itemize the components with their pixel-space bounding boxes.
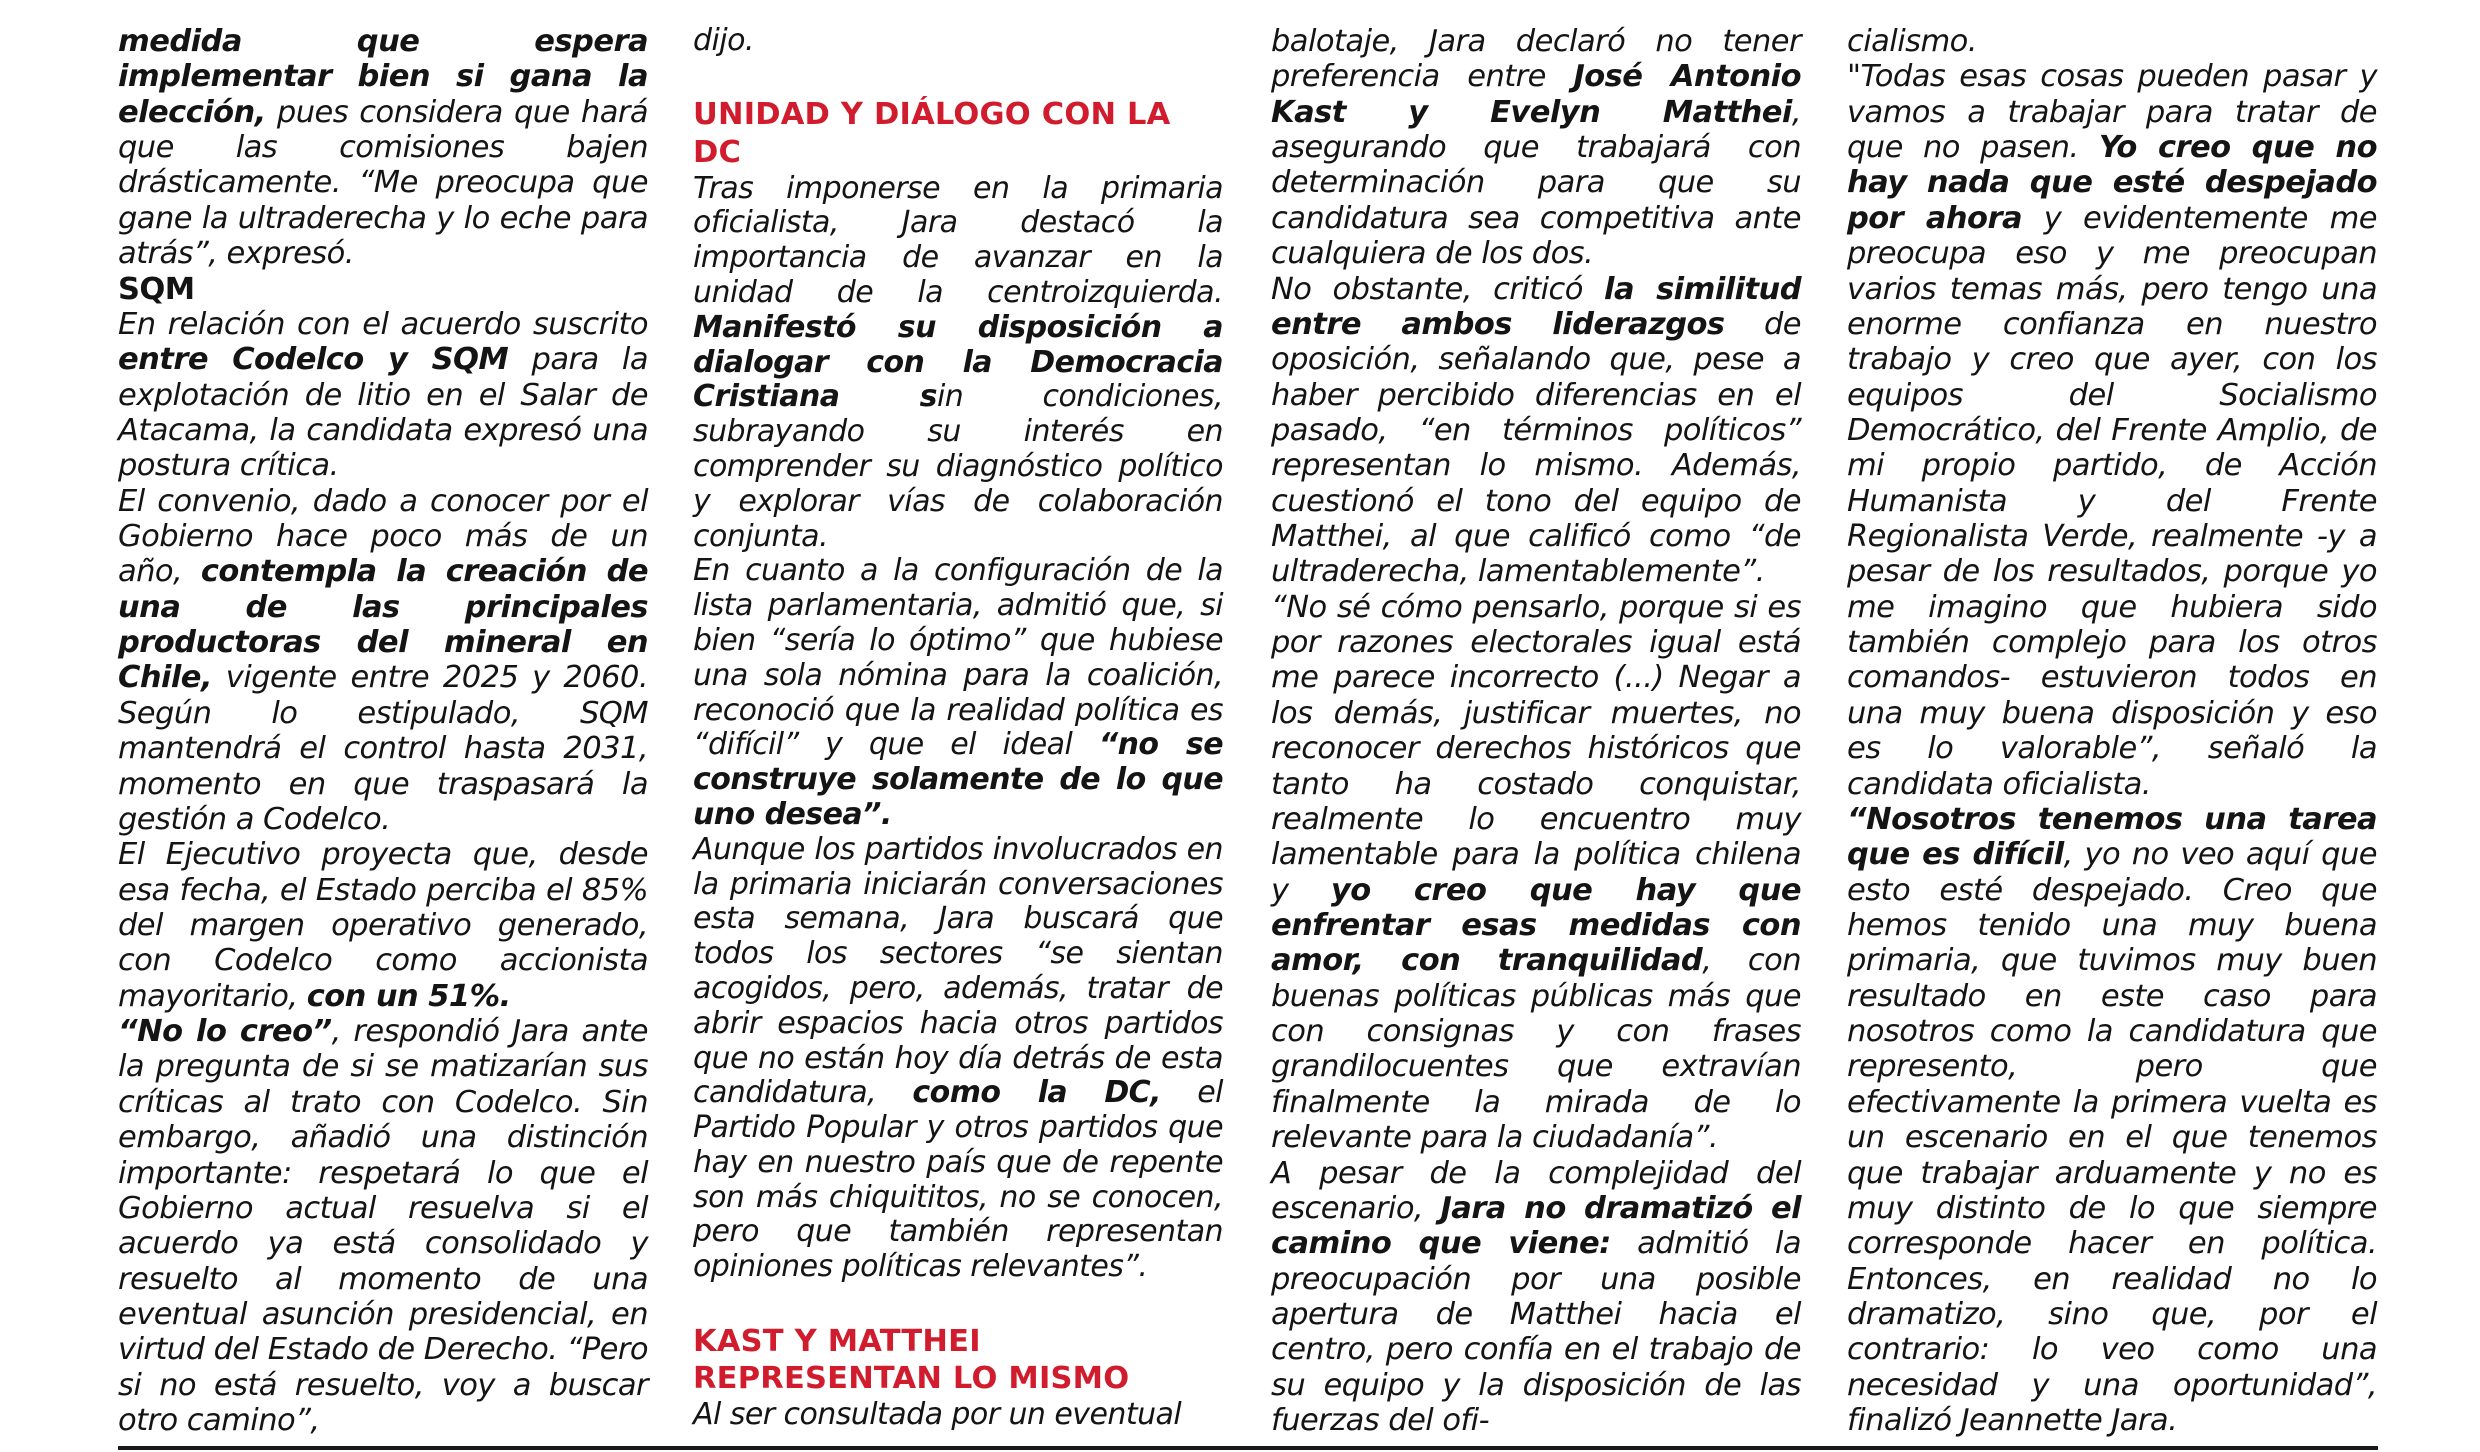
bold-text-run: “Nosotros tenemos una tarea que es difícil <box>1847 801 2377 873</box>
bold-text-run: Manifestó su disposición a dialogar con la Democracia Cristiana s <box>693 309 1223 415</box>
text-run: para la explotación de litio en el Salar de Atacama, la candidata expresó una postura crítica. <box>118 342 648 484</box>
text-run: Al ser consultada por un eventual <box>693 1396 1182 1432</box>
text-run: el Partido Popular y otros partidos que hay en nuestro país que de repente son más chiquititos, no se conocen, pero que también representan opiniones políticas relevantes”. <box>693 1075 1223 1285</box>
text-run: in condiciones, subrayando su interés en comprender su diagnóstico político y explorar vías de colaboración conjunta. <box>693 379 1223 554</box>
text-run: , respondió Jara ante la pregunta de si se matizarían sus críticas al trato con Codelco. Sin embargo, añadió una distinción importante: respetará lo que el Gobierno actual resuelva si el acuerdo ya está consolidado y resuelto al momento de una eventual asunción presidencial, en virtud del Estado de Derecho. “Pero si no está resuelto, voy a buscar otro camino”, <box>118 1014 648 1439</box>
text-run: "Todas esas cosas pueden pasar y vamos a trabajar para tratar de que no pasen. <box>1847 59 2377 166</box>
text-run: cialismo. <box>1847 24 1977 59</box>
paragraph <box>1847 802 2377 1438</box>
bottom-rule <box>118 1446 2378 1450</box>
paragraph <box>1271 24 1801 272</box>
section-subhead-sqm: SQM <box>118 271 195 307</box>
bold-text-run: con un 51%. <box>306 978 511 1014</box>
article-column-1 <box>118 24 648 1438</box>
paragraph <box>118 307 648 484</box>
bold-text-run: Yo creo que no hay nada que esté despejado por ahora <box>1847 130 2377 236</box>
article-column-4 <box>1847 24 2377 1438</box>
text-run: “No sé cómo pensarlo, porque si es por razones electorales igual está me parece incorrecto (...) Negar a los demás, justificar muertes, no reconocer derechos históricos que tanto ha costado conquistar, realmente lo encuentro muy lamentable para la política chilena y <box>1271 589 1801 908</box>
bold-text-run: medida que espera implementar bien si gana la elección, <box>118 24 648 130</box>
paragraph <box>693 1398 1223 1433</box>
bold-text-run: entre Codelco y SQM <box>118 342 509 378</box>
text-run: El convenio, dado a conocer por el Gobierno hace poco más de un año, <box>118 483 648 590</box>
bold-text-run: “no se construye solamente de lo que uno desea”. <box>693 727 1223 832</box>
paragraph: dijo. <box>693 23 754 58</box>
paragraph <box>693 172 1223 555</box>
text-run: A pesar de la complejidad del escenario, <box>1271 1155 1801 1226</box>
paragraph <box>1271 272 1801 590</box>
bold-text-run: como la DC, <box>912 1075 1161 1111</box>
bold-text-run: yo creo que hay que enfrentar esas medidas con amor, con tranquilidad <box>1271 872 1801 979</box>
bold-text-run: José Antonio Kast y Evelyn Matthei <box>1271 59 1801 130</box>
paragraph <box>118 484 648 838</box>
paragraph <box>118 24 648 272</box>
bold-text-run: contempla la creación de una de las principales productoras del mineral en Chile, <box>118 554 648 696</box>
text-run: En cuanto a la configuración de la lista parlamentaria, admitió que, si bien “sería lo óptimo” que hubiese una sola nómina para la coalición, reconoció que la realidad política es “difícil” y que el ideal <box>693 553 1223 763</box>
bold-text-run: la similitud entre ambos liderazgos <box>1271 271 1802 342</box>
section-heading-kast-matthei: KAST Y MATTHEI REPRESENTAN LO MISMO <box>693 1323 1130 1397</box>
paragraph <box>693 833 1223 1285</box>
text-run: admitió la preocupación por una posible apertura de Matthei hacia el centro, pero confía en el trabajo de su equipo y la disposición de las fuerzas del ofi- <box>1271 1226 1801 1439</box>
paragraph <box>1271 1156 1801 1439</box>
paragraph <box>118 1014 648 1438</box>
text-run: y evidentemente me preocupa eso y me preocupan varios temas más, pero tengo una enorme confianza en nuestro trabajo y creo que ayer, con los equipos del Socialismo Democrático, del Frente Amplio, de mi propio partido, de Acción Humanista y del Frente Regionalista Verde, realmente -y a pesar de los resultados, porque yo me imagino que hubiera sido también complejo para los otros comandos- estuvieron todos en una muy buena disposición y eso es lo valorable”, señaló la candidata oficialista. <box>1847 200 2377 802</box>
spacer <box>693 59 1223 97</box>
text-run: No obstante, criticó <box>1271 271 1605 307</box>
paragraph <box>1847 59 2377 802</box>
text-run: Tras imponerse en la primaria oficialista, Jara destacó la importancia de avanzar en la unidad de la centroizquierda. <box>693 170 1223 310</box>
article-column-2 <box>693 24 1223 1433</box>
bold-text-run: Jara no dramatizó el camino que viene: <box>1271 1190 1801 1262</box>
text-run: , yo no veo aquí que esto esté despejado. Creo que hemos tenido una muy buena primaria, que tuvimos muy buen resultado en este caso para nosotros como la candidatura que represento, pero que efectivamente la primera vuelta es un escenario en el que tenemos que trabajar arduamente y no es muy distinto de lo que siempre corresponde hacer en política. Entonces, en realidad no lo dramatizo, sino que, por el contrario: lo veo como una necesidad y una oportunidad”, finalizó Jeannette Jara. <box>1847 837 2377 1439</box>
text-run: En relación con el acuerdo suscrito <box>118 306 648 342</box>
text-run: El Ejecutivo proyecta que, desde esa fecha, el Estado perciba el 85% del margen operativo generado, con Codelco como accionista mayoritario, <box>118 837 648 1014</box>
paragraph <box>1847 24 2377 59</box>
bold-text-run: “No lo creo” <box>118 1014 332 1050</box>
article-column-3 <box>1271 24 1801 1438</box>
paragraph <box>1271 590 1801 1156</box>
paragraph <box>693 554 1223 832</box>
text-run: Aunque los partidos involucrados en la primaria iniciarán conversaciones esta semana, Jara buscará que todos los sectores “se sientan acogidos, pero, además, tratar de abrir espacios hacia otros partidos que no están hoy día detrás de esta candidatura, <box>693 831 1223 1111</box>
text-run: , con buenas políticas públicas más que con consignas y con frases grandilocuentes que extravían finalmente la mirada de lo relevante para la ciudadanía”. <box>1271 943 1801 1156</box>
text-run: vigente entre 2025 y 2060. Según lo estipulado, SQM mantendrá el control hasta 2031, momento en que traspasará la gestión a Codelco. <box>118 660 648 837</box>
text-run: de oposición, señalando que, pese a haber percibido diferencias en el pasado, “en términos políticos” representan lo mismo. Además, cuestionó el tono del equipo de Matthei, al que calificó como “de ultraderecha, lamentablemente”. <box>1271 306 1801 590</box>
text-run: , asegurando que trabajará con determinación para que su candidatura sea competitiva ante cualquiera de los dos. <box>1271 94 1801 272</box>
section-heading-unidad: UNIDAD Y DIÁLOGO CON LA DC <box>693 97 1171 170</box>
spacer <box>693 1285 1223 1323</box>
text-run: pues considera que hará que las comisiones bajen drásticamente. “Me preocupa que gane la ultraderecha y lo eche para atrás”, expresó. <box>118 94 648 272</box>
paragraph <box>118 837 648 1014</box>
text-run: balotaje, Jara declaró no tener preferencia entre <box>1271 24 1801 95</box>
